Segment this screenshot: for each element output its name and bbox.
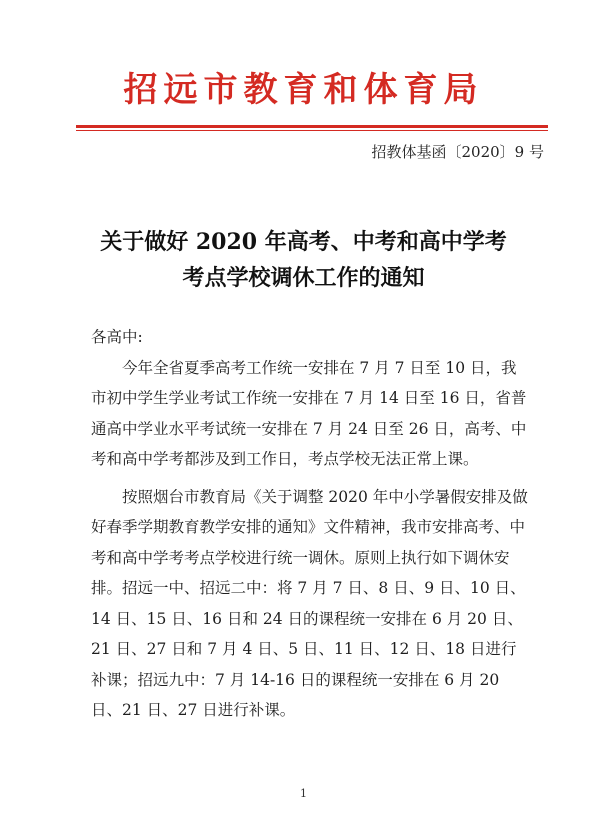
body-paragraph-1: 今年全省夏季高考工作统一安排在 7 月 7 日至 10 日，我市初中学生学业考试工作统一安排在 7 月 14 日至 16 日，省普通高中学业水平考试统一安排在 7 月 24 日至 26 日，高考、中考和高中学考都涉及到工作日，考点学校无法正常上课。 [91, 358, 527, 468]
document-title [0, 224, 607, 296]
letterhead-divider-thick [76, 125, 548, 128]
letterhead-divider-thin [76, 130, 548, 131]
page-number: 1 [300, 787, 307, 800]
document-number: 招教体基函〔2020〕9 号 [371, 143, 544, 161]
title-line-1: 关于做好 2020 年高考、中考和高中学考 [100, 229, 507, 255]
salutation: 各高中: [91, 328, 143, 346]
document-body [91, 322, 528, 726]
body-paragraph-2: 按照烟台市教育局《关于调整 2020 年中小学暑假安排及做好春季学期教育教学安排的通知》文件精神，我市安排高考、中考和高中学考考点学校进行统一调休。原则上执行如下调休安排。招远一中、招远二中：将 7 月 7 日、8 日、9 日、10 日、14 日、15 日、16 日和 24 日的课程统一安排在 6 月 20 日、21 日、27 日和 7 月 4 日、5 日、11 日、12 日、18 日进行补课；招远九中：7 月 14-16 日的课程统一安排在 6 月 20 日、21 日、27 日进行补课。 [91, 487, 528, 719]
title-line-2: 考点学校调休工作的通知 [182, 265, 425, 291]
issuer-letterhead: 招远市教育和体育局 [123, 70, 484, 110]
